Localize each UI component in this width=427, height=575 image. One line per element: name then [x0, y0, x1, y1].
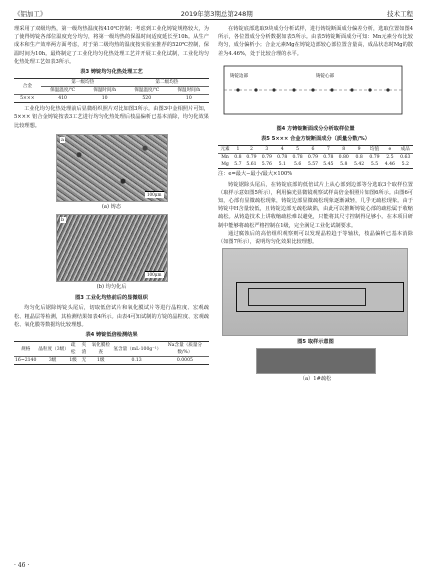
table-header: 第一级均热 — [41, 79, 125, 87]
right-column — [218, 25, 413, 387]
table-cell: 0.8 — [234, 155, 242, 161]
section-name: 技术工程 — [387, 10, 413, 18]
table-cell: 0.13 — [131, 358, 142, 364]
table-cell: 10 — [101, 96, 108, 102]
diagram-label: 铸锭心部 — [316, 73, 334, 79]
table-cell: 0.79 — [261, 155, 272, 161]
table-header: 氢含量（mL·100g⁻¹） — [113, 346, 162, 352]
table-header: 成品 — [400, 147, 410, 153]
table-cell: 无 — [81, 358, 87, 364]
table-header: e — [388, 147, 392, 153]
micrograph-as-cast — [56, 134, 168, 202]
table-header: 6 — [311, 147, 315, 153]
table-cell: 410 — [58, 96, 67, 102]
table-caption: 表4 铸锭低倍检测结果 — [85, 332, 138, 339]
table-cell: 0.78 — [292, 155, 303, 161]
sample-region — [248, 288, 366, 306]
table-note: 注：e=最大−最小/最大×100% — [218, 171, 293, 178]
table-cell: 5××× — [20, 96, 35, 102]
table-header: 均值 — [369, 147, 380, 153]
table-row — [14, 95, 209, 103]
table-header: 9 — [357, 147, 361, 153]
table-row — [14, 357, 209, 365]
table-header: 疏松 — [70, 343, 76, 356]
table-cell: 0.78 — [323, 155, 334, 161]
table-cell: 2.5 — [386, 155, 394, 161]
paragraph: 通过腐蚀后的高倍组织观察则可以发现晶粒趋于等轴状，枝晶偏析已基本消除（如图7所示），说明均匀化效果比较理想。 — [218, 230, 413, 246]
table-cell: 5.61 — [246, 162, 257, 168]
table-cell: 5.1 — [278, 162, 286, 168]
table-cell: 5.57 — [307, 162, 319, 168]
table-cell: Mg — [221, 162, 229, 168]
table-header: 1 — [236, 147, 240, 153]
table-3 — [14, 78, 209, 103]
table-cell: 1级 — [97, 358, 105, 364]
paragraph: 均匀化后锯除铸锭头尾后，切取低倍试片和氧化膜试片等进行晶粒度、宏观疏松、粗晶层等检测，其检测结果如表4所示。由表4可知试制的方锭的晶粒度、宏观疏松、氧化膜等数据均比较理想。 — [14, 305, 209, 328]
table-header: 保温温度/℃ — [125, 87, 169, 95]
table-header: 合金 — [14, 79, 41, 95]
table-header: Na含量（质量分数/%） — [167, 343, 203, 356]
table-row — [218, 154, 413, 162]
table-cell: 520 — [142, 96, 152, 102]
table-header: 保温时间/h — [169, 87, 209, 95]
table-header: 2 — [250, 147, 253, 153]
table-caption: 表5 5××× 合金方锭断面成分（质量分数/%） — [261, 136, 370, 143]
journal-name: 《铝加工》 — [14, 10, 47, 18]
table-cell: 5.45 — [323, 162, 334, 168]
table-cell: 5.6 — [293, 162, 302, 168]
table-row — [218, 161, 413, 169]
figure-panel-label: b — [61, 217, 65, 224]
subfigure-caption: （a）1#疏松 — [299, 376, 332, 383]
table-cell: 5.2 — [401, 162, 409, 168]
scale-bar: 100μm — [146, 191, 162, 197]
page-number: · 46 · — [14, 562, 30, 569]
table-cell: 16~2140 — [15, 358, 37, 364]
paragraph: 理采用了双级均热，第一级均热温度按410℃控制；考虑到工业化铸锭规格较大，为了使得铸锭各部位温度充分均匀，将第一级均热的保温时间适度延长至10h。从生产成本和生产效率两方面考虑，对于第二级均热的温度按实验室推荐的520℃控制，保温时间为10h。最终制定了工业化均匀化热处理工艺并开展工业化试制，工业化均匀化热处理工艺如表3所示。 — [14, 26, 209, 65]
table-cell: Mn — [221, 155, 229, 161]
table-cell: 0.8 — [355, 155, 363, 161]
figure-caption: 图3 工业化均热前后的显微组织 — [75, 295, 148, 302]
diagram-label: 铸锭边部 — [230, 73, 248, 79]
figure-caption: 图4 方铸锭断面成分分析取样位置 — [276, 126, 355, 133]
left-column — [14, 25, 209, 365]
issue-info: 2019年第3期总第248期 — [180, 10, 253, 18]
subfigure-caption: (b) 均匀化后 — [96, 284, 127, 291]
table-header: 晶粒度（3级） — [38, 346, 69, 352]
page-header — [14, 8, 413, 20]
table-cell: 3级 — [48, 358, 57, 364]
subfigure-caption: (a) 铸态 — [101, 203, 122, 210]
table-5 — [218, 145, 413, 169]
table-cell: 0.80 — [338, 155, 349, 161]
table-header: 第二级均热 — [125, 79, 209, 87]
table-cell: 0.0005 — [176, 358, 193, 364]
table-header: 夹渣 — [81, 343, 87, 356]
table-4 — [14, 341, 209, 365]
table-cell: 0.79 — [369, 155, 380, 161]
table-header: 3 — [265, 147, 269, 153]
micrograph-homogenized — [56, 214, 168, 282]
table-cell: 0.79 — [246, 155, 257, 161]
table-cell: 5.42 — [353, 162, 365, 168]
table-header: 规格 — [21, 346, 31, 352]
table-header: 8 — [342, 147, 346, 153]
figure-panel-label: a — [61, 136, 64, 143]
table-header: 4 — [280, 147, 284, 153]
table-header: 保温温度/℃ — [41, 87, 85, 95]
paragraph: 工业化均匀化热处理前后显微组织照片对比如图3所示。由图3中金相照片可知，5××× 铝合金铸锭按表3工艺进行均匀化热处理后枝晶偏析已基本消除，均匀化效果比较理想。 — [14, 106, 209, 129]
scale-bar: 100μm — [146, 272, 162, 278]
paragraph: 铸锭锯除头尾后，在铸锭底部的低倍试片上从心部到边部等分选取3个取样位置（取样示意如图5所示），利用偏光显微镜观察试样高倍金相照片如图6所示。由图6可知，心部有显微疏松现象，铸锭边部显微疏松现象逐渐减轻，几乎无疏松现象。由于铸锭中H含量较低，且铸锭边部无疏松缺陷，由此可以推断铸锭心部的疏松属于收缩疏松。从铸造技术上讲收缩疏松难以避免，只能将其尺寸控制得足够小。在本项目研制中能够将疏松严格控制在1级，完全满足工业化试制要求。 — [218, 181, 413, 229]
table-header: 5 — [296, 147, 300, 153]
table-caption: 表3 铸锭均匀化热处理工艺 — [80, 69, 143, 76]
table-cell: 5.7 — [234, 162, 242, 168]
table-header: 保温时间/h — [85, 87, 125, 95]
sampling-position-diagram — [218, 60, 408, 120]
table-cell: 0.79 — [307, 155, 319, 161]
table-header: 7 — [326, 147, 330, 153]
micrograph-porosity — [256, 348, 376, 374]
table-cell: 5.8 — [340, 162, 348, 168]
table-cell: 0.63 — [400, 155, 411, 161]
table-header: 氧化膜检查 — [91, 343, 110, 356]
table-cell: 5.5 — [370, 162, 379, 168]
table-cell: 5.76 — [261, 162, 272, 168]
table-cell: 10 — [185, 96, 192, 102]
table-header: 元素 — [220, 147, 230, 153]
figure-caption: 图5 取样示意图 — [297, 339, 334, 346]
paragraph: 在铸锭底部选取9块成分分析试样，进行铸锭断面成分偏差分析，选取位置如图4所示，各位置成分分析数据如表5所示。由表5铸锭断面成分可知：Mn元素分布比较均匀，成分偏析小；合金元素Mg在铸锭边部较心部位置含量高，成品状态时Mg的散差为4.46%，处于比较合理的水平。 — [218, 26, 413, 57]
sampling-photo — [218, 248, 413, 336]
table-cell: 1级 — [69, 358, 77, 364]
table-cell: 4.46 — [384, 162, 395, 168]
table-cell: 0.78 — [277, 155, 288, 161]
